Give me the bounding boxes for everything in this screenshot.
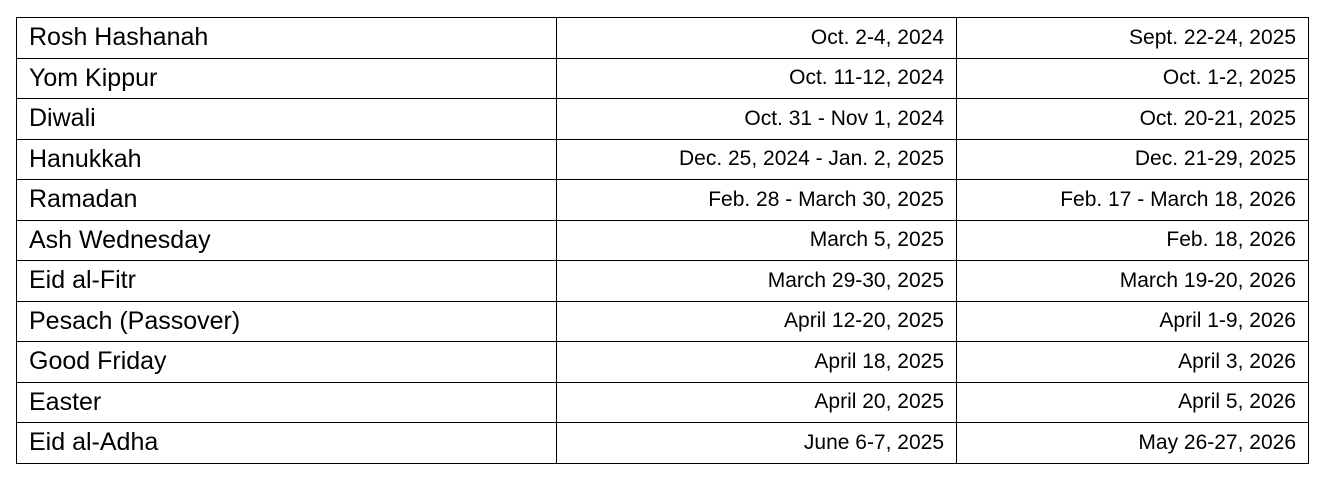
table-row <box>17 423 1309 464</box>
table-row <box>17 18 1309 59</box>
holiday-dates-table <box>16 17 1309 464</box>
date-cell-second: March 19-20, 2026 <box>957 261 1309 302</box>
date-cell-second: May 26-27, 2026 <box>957 423 1309 464</box>
date-cell-second: April 1-9, 2026 <box>957 301 1309 342</box>
date-cell-first: Oct. 11-12, 2024 <box>557 58 957 99</box>
date-cell-second: Feb. 17 - March 18, 2026 <box>957 180 1309 221</box>
date-cell-second: Oct. 20-21, 2025 <box>957 99 1309 140</box>
holiday-name-cell: Eid al-Fitr <box>17 261 557 302</box>
table-row <box>17 261 1309 302</box>
date-cell-first: March 5, 2025 <box>557 220 957 261</box>
holiday-name-cell: Eid al-Adha <box>17 423 557 464</box>
table-row <box>17 220 1309 261</box>
holiday-name-cell: Ash Wednesday <box>17 220 557 261</box>
date-cell-first: June 6-7, 2025 <box>557 423 957 464</box>
table-row <box>17 180 1309 221</box>
date-cell-second: Dec. 21-29, 2025 <box>957 139 1309 180</box>
date-cell-first: Oct. 31 - Nov 1, 2024 <box>557 99 957 140</box>
holiday-name-cell: Yom Kippur <box>17 58 557 99</box>
holiday-name-cell: Ramadan <box>17 180 557 221</box>
holiday-name-cell: Rosh Hashanah <box>17 18 557 59</box>
date-cell-first: April 18, 2025 <box>557 342 957 383</box>
date-cell-first: Oct. 2-4, 2024 <box>557 18 957 59</box>
date-cell-second: Oct. 1-2, 2025 <box>957 58 1309 99</box>
holiday-name-cell: Hanukkah <box>17 139 557 180</box>
table-row <box>17 58 1309 99</box>
date-cell-first: Dec. 25, 2024 - Jan. 2, 2025 <box>557 139 957 180</box>
date-cell-first: April 12-20, 2025 <box>557 301 957 342</box>
date-cell-first: April 20, 2025 <box>557 382 957 423</box>
table-row <box>17 342 1309 383</box>
date-cell-second: Feb. 18, 2026 <box>957 220 1309 261</box>
holiday-name-cell: Diwali <box>17 99 557 140</box>
holiday-name-cell: Good Friday <box>17 342 557 383</box>
date-cell-second: April 5, 2026 <box>957 382 1309 423</box>
date-cell-first: Feb. 28 - March 30, 2025 <box>557 180 957 221</box>
table-row <box>17 382 1309 423</box>
date-cell-second: Sept. 22-24, 2025 <box>957 18 1309 59</box>
table-row <box>17 301 1309 342</box>
holiday-name-cell: Easter <box>17 382 557 423</box>
holiday-table-body <box>17 18 1309 464</box>
table-row <box>17 139 1309 180</box>
table-row <box>17 99 1309 140</box>
holiday-name-cell: Pesach (Passover) <box>17 301 557 342</box>
date-cell-first: March 29-30, 2025 <box>557 261 957 302</box>
date-cell-second: April 3, 2026 <box>957 342 1309 383</box>
